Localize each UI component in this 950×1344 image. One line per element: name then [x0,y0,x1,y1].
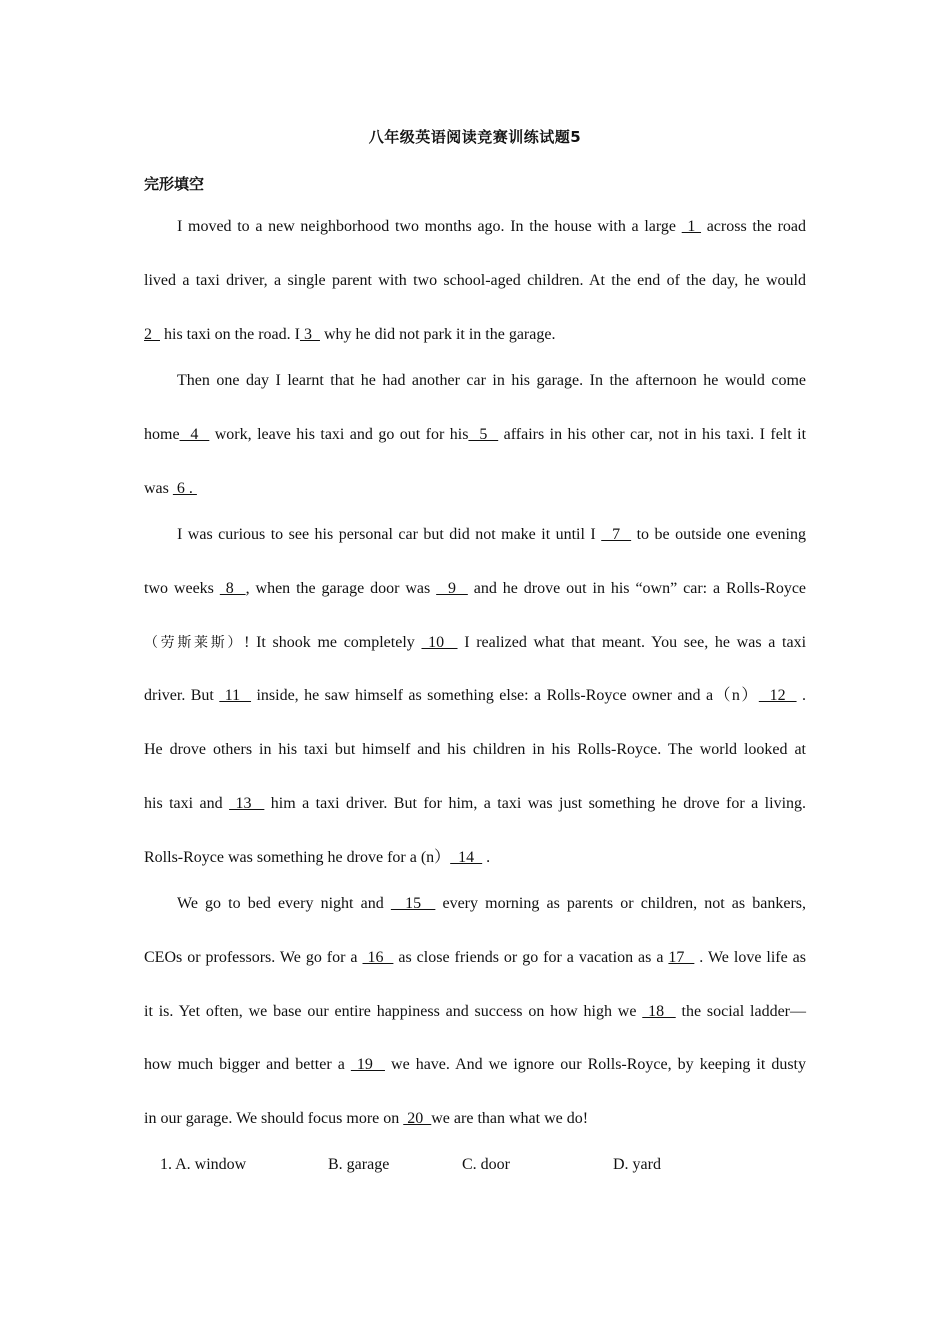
passage-text: Rolls-Royce was something he drove for a (n） [144,849,451,866]
passage-text: it is. Yet often, we base our entire happiness and success on how high we [144,1003,643,1020]
passage-line [144,271,806,291]
passage-text: （劳斯莱斯） [144,635,245,651]
blank-19: 19 [350,1056,385,1073]
passage-text: work, leave his taxi and go out for his [209,426,469,443]
question-1-option-c: C. door [462,1156,510,1173]
passage-text: He drove others in his taxi but himself and his children in his Rolls-Royce. The world looked at [144,741,806,758]
blank-7: 7 [601,526,632,543]
passage-text: his taxi and [144,795,230,812]
blank-13: 13 [229,795,265,812]
passage-text: . [796,687,806,704]
section-heading: 完形填空 [144,175,205,193]
passage-text: I realized what that meant. You see, he was a taxi [457,634,807,651]
passage-text: to be outside one evening [631,526,807,543]
document-title: 八年级英语阅读竞赛训练试题5 [368,128,582,146]
passage-text: how much bigger and better a [144,1056,351,1073]
passage-line [144,425,806,445]
passage-text: the social ladder— [675,1003,807,1020]
passage-text: we are than what we do! [431,1110,589,1127]
passage-text: home [144,426,180,443]
passage-text: driver. But [144,687,220,704]
blank-20: 20 [403,1110,432,1127]
blank-3: 3 [299,326,320,343]
passage-text: . [482,849,491,866]
question-1-option-d: D. yard [613,1156,661,1173]
passage-text: across the road [701,218,807,235]
question-1-option-b: B. garage [328,1156,390,1173]
blank-14: 14 [450,849,483,866]
passage-line [144,1109,806,1129]
blank-12: 12 [758,687,797,704]
passage-text: every morning as parents or children, not as bankers, [435,895,807,912]
passage-text: as close friends or go for a vacation as a [393,949,669,966]
blank-2: 2 [144,326,160,343]
passage-text: , when the garage door was [245,580,437,597]
passage-text: I moved to a new neighborhood two months ago. In the house with a large [177,218,682,235]
passage-text: why he did not park it in the garage. [319,326,556,343]
blank-16: 16 [362,949,394,966]
passage-text: and he drove out in his “own” car: a Rolls-Royce [467,580,807,597]
passage-text: we have. And we ignore our Rolls-Royce, by keeping it dusty [384,1056,807,1073]
passage-text: Then one day I learnt that he had another car in his garage. In the afternoon he would come [177,372,806,389]
passage-line [177,217,806,237]
question-1-option-a: 1. A. window [160,1156,247,1173]
passage-line [144,948,806,968]
blank-18: 18 [642,1003,676,1020]
blank-10: 10 [421,634,458,651]
passage-text: two weeks [144,580,220,597]
passage-line [144,325,806,345]
blank-9: 9 [436,580,468,597]
passage-text: him a taxi driver. But for him, a taxi was just something he drove for a living. [264,795,807,812]
blank-17: 17 [668,949,695,966]
passage-line [144,848,806,868]
passage-line [144,740,806,760]
blank-5: 5 [468,426,499,443]
passage-text: CEOs or professors. We go for a [144,949,363,966]
passage-line [144,686,806,706]
blank-15: 15 [390,895,436,912]
passage-text: affairs in his other car, not in his taxi. I felt it [498,426,807,443]
passage-text: his taxi on the road. I [160,326,300,343]
passage-text: lived a taxi driver, a single parent with two school-aged children. At the end of the day, he would [144,272,806,289]
passage-text: I was curious to see his personal car but did not make it until I [177,526,602,543]
passage-line [144,633,806,653]
blank-8: 8 [219,580,246,597]
passage-line [144,579,806,599]
passage-text: was [144,480,173,497]
passage-text: . We love life as [694,949,807,966]
blank-6: 6 . [172,480,197,497]
blank-4: 4 [179,426,210,443]
passage-line [177,371,806,391]
passage-line [144,1002,806,1022]
passage-text: in our garage. We should focus more on [144,1110,404,1127]
passage-text: We go to bed every night and [177,895,391,912]
blank-11: 11 [219,687,252,704]
passage-line [144,794,806,814]
passage-text: ! It shook me completely [244,634,422,651]
passage-line [144,1055,806,1075]
blank-1: 1 [681,218,702,235]
passage-text: inside, he saw himself as something else: a Rolls-Royce owner and a（n） [251,687,759,704]
passage-line [177,525,806,545]
passage-line [177,894,806,914]
passage-line [144,479,806,499]
question-1-options [160,1155,820,1175]
